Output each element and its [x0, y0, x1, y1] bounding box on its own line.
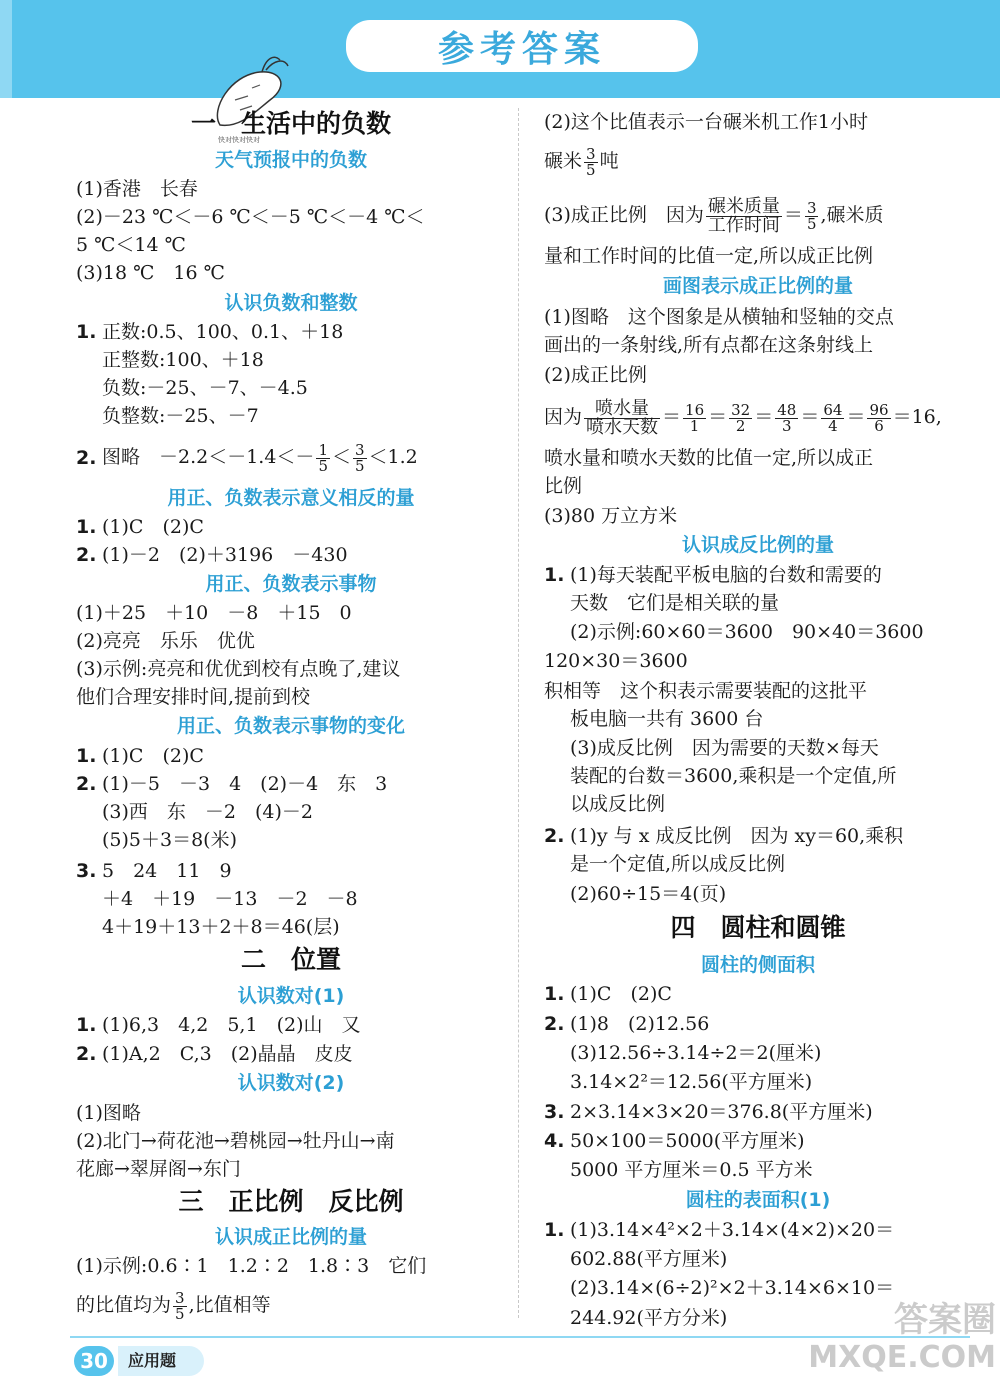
answer-line-fractions: [102, 434, 418, 480]
numerator: 3: [806, 198, 817, 217]
answer-line-fractions: [76, 1282, 271, 1328]
answer-line: 3.14×2²＝12.56(平方厘米): [570, 1071, 813, 1093]
text-run: ＝16,: [892, 406, 942, 428]
fraction: [729, 400, 752, 435]
text-run: ,碾米质: [820, 204, 884, 226]
section-title: 天气预报中的负数: [214, 149, 367, 171]
numerator: 3: [175, 1288, 185, 1307]
text-run: 因为: [544, 406, 583, 428]
section-title: 用正、负数表示事物: [205, 573, 377, 595]
denominator: 4: [828, 416, 838, 435]
question-number: 3.: [76, 860, 97, 882]
page-number: 30: [74, 1346, 114, 1376]
denominator: 5: [806, 214, 817, 233]
chapter-title: 三 正比例 反比例: [178, 1187, 404, 1216]
answer-line: (2)示例:60×60＝3600 90×40＝3600: [570, 621, 924, 643]
answer-line: (2)北门→荷花池→碧桃园→牡丹山→南: [76, 1130, 395, 1152]
answer-line: (2)成正比例: [544, 364, 647, 386]
equals-sign: ＝: [708, 406, 728, 428]
section-title: 用正、负数表示意义相反的量: [167, 487, 415, 509]
answer-line: 是一个定值,所以成反比例: [570, 853, 786, 875]
answer-line: (1)示例:0.6∶1 1.2∶2 1.8∶3 它们: [76, 1255, 427, 1277]
answer-line-fractions: [544, 394, 942, 440]
answer-line: 装配的台数＝3600,乘积是一个定值,所: [570, 765, 897, 787]
watermark-line: 答案圈: [894, 1300, 996, 1340]
question-number: 2.: [76, 544, 97, 566]
answer-line: (2)这个比值表示一台碾米机工作1小时: [544, 111, 869, 133]
text-run: ＜1.2: [368, 446, 418, 468]
chapter-title: 四 圆柱和圆锥: [670, 913, 846, 942]
carrot-caption: 快对快对快对: [218, 136, 260, 144]
fraction: [821, 400, 844, 435]
answer-line: 5 ℃＜14 ℃: [76, 234, 186, 256]
answer-line: 负数:－25、－7、－4.5: [102, 377, 308, 399]
question-number: 2.: [76, 447, 97, 469]
answer-line: (1)香港 长春: [76, 178, 198, 200]
denominator: 5: [355, 456, 365, 475]
answer-line-fractions: [544, 138, 619, 184]
answer-line: (1)6,3 4,2 5,1 (2)山 又: [102, 1014, 361, 1036]
answer-line: 喷水量和喷水天数的比值一定,所以成正: [544, 447, 874, 469]
answer-line: (2)亮亮 乐乐 优优: [76, 630, 255, 652]
answer-line: 积相等 这个积表示需要装配的这批平: [544, 680, 868, 702]
denominator: 5: [318, 456, 328, 475]
answer-line: (3)80 万立方米: [544, 505, 678, 527]
question-number: 2.: [76, 773, 97, 795]
answer-line: 244.92(平方分米): [570, 1307, 728, 1329]
answer-line: (1)图略 这个图象是从横轴和竖轴的交点: [544, 306, 894, 328]
answer-line: 50×100＝5000(平方厘米): [570, 1130, 805, 1152]
answer-line: (1)＋25 ＋10 －8 ＋15 0: [76, 602, 352, 624]
numerator: 喷水量: [584, 400, 660, 419]
answer-line: 比例: [544, 475, 583, 497]
numerator: 碾米质量: [707, 195, 780, 217]
section-title: 圆柱的表面积(1): [685, 1189, 831, 1211]
fraction: [584, 144, 598, 179]
text-run: (3)成正比例 因为: [544, 204, 704, 226]
denominator: 1: [689, 416, 700, 435]
answer-line: 602.88(平方厘米): [570, 1248, 728, 1270]
chapter-title: 二 位置: [240, 945, 341, 974]
equals-sign: ＝: [754, 406, 774, 428]
question-number: 1.: [544, 1219, 565, 1241]
section-title: 认识数对(2): [237, 1072, 345, 1094]
denominator: 3: [782, 416, 792, 435]
answer-line: (1)图略: [76, 1102, 141, 1124]
fraction: [353, 440, 367, 475]
answer-line: 120×30＝3600: [544, 650, 688, 672]
denominator: 喷水天数: [586, 416, 659, 438]
text-run: 碾米: [544, 150, 583, 172]
fraction: [316, 440, 330, 475]
watermark-line: MXQE.COM: [808, 1340, 996, 1375]
section-title: 认识成正比例的量: [214, 1226, 367, 1248]
chapter-title: 一 生活中的负数: [190, 109, 391, 138]
numerator: 96: [869, 400, 889, 419]
answer-line-fractions: [544, 192, 884, 238]
answer-line: (1)8 (2)12.56: [570, 1013, 710, 1035]
answer-line: 量和工作时间的比值一定,所以成正比例: [544, 245, 874, 267]
answer-line: 以成反比例: [570, 793, 666, 815]
numerator: 32: [731, 400, 751, 419]
answer-line: (3)成反比例 因为需要的天数×每天: [570, 737, 879, 759]
answer-line: 4＋19＋13＋2＋8＝46(层): [102, 916, 340, 938]
equals-sign: ＝: [800, 406, 820, 428]
numerator: 64: [823, 400, 843, 419]
answer-line: 5 24 11 9: [102, 860, 232, 882]
answer-line: (1)－5 －3 4 (2)－4 东 3: [102, 773, 388, 795]
numerator: 48: [777, 400, 797, 419]
question-number: 1.: [76, 321, 97, 343]
answer-line: 板电脑一共有 3600 台: [570, 708, 764, 730]
denominator: 5: [175, 1304, 185, 1323]
answer-line: 负整数:－25、－7: [102, 405, 259, 427]
text-run: 图略 －2.2＜－1.4＜－: [102, 446, 315, 468]
answer-line: (1)每天装配平板电脑的台数和需要的: [570, 564, 882, 586]
text-run: ＝: [783, 204, 803, 226]
question-number: 1.: [76, 745, 97, 767]
answer-line: 花廊→翠屏阁→东门: [76, 1158, 241, 1180]
answer-line: 画出的一条射线,所有点都在这条射线上: [544, 334, 874, 356]
question-number: 2.: [76, 1043, 97, 1065]
fraction: [173, 1288, 187, 1323]
section-title: 认识负数和整数: [224, 292, 358, 314]
section-title: 圆柱的侧面积: [700, 954, 815, 976]
answer-line: 天数 它们是相关联的量: [570, 592, 780, 614]
numerator: 3: [586, 144, 596, 163]
fraction: [867, 400, 890, 435]
question-number: 4.: [544, 1130, 565, 1152]
numerator: 1: [318, 440, 328, 459]
answer-line: (2)60÷15＝4(页): [570, 883, 727, 905]
answer-line: 2×3.14×3×20＝376.8(平方厘米): [570, 1101, 873, 1123]
numerator: 3: [355, 440, 365, 459]
title-pill: [346, 20, 698, 72]
denominator: 工作时间: [707, 214, 780, 236]
text-run: 的比值均为: [76, 1294, 172, 1316]
answer-line: (2)－23 ℃＜－6 ℃＜－5 ℃＜－4 ℃＜: [76, 206, 425, 228]
banner-edge: [0, 0, 12, 98]
fraction: [706, 195, 782, 236]
question-number: 1.: [76, 1014, 97, 1036]
numerator: 16: [685, 400, 705, 419]
answer-line: 正数:0.5、100、0.1、＋18: [102, 321, 344, 343]
answer-line: (1)y 与 x 成反比例 因为 xy＝60,乘积: [570, 825, 904, 847]
section-title: 画图表示成正比例的量: [662, 275, 853, 297]
question-number: 1.: [544, 983, 565, 1005]
answer-line: (1)C (2)C: [102, 516, 204, 538]
section-title: 认识成反比例的量: [681, 534, 834, 556]
page-title: 参考答案: [437, 28, 606, 70]
denominator: 2: [735, 416, 746, 435]
fraction: [805, 198, 819, 233]
watermark: [760, 1300, 996, 1382]
question-number: 1.: [544, 564, 565, 586]
answer-line: (1)3.14×4²×2＋3.14×(4×2)×20＝: [570, 1219, 895, 1241]
fraction: [584, 397, 660, 438]
equals-sign: ＝: [662, 406, 682, 428]
question-number: 3.: [544, 1101, 565, 1123]
answer-line: (1)A,2 C,3 (2)晶晶 皮皮: [102, 1043, 353, 1065]
fraction: [683, 400, 706, 435]
answer-line: (2)3.14×(6÷2)²×2＋3.14×6×10＝: [570, 1277, 895, 1299]
denominator: 6: [874, 416, 884, 435]
question-number: 1.: [76, 516, 97, 538]
equals-sign: ＝: [846, 406, 866, 428]
answer-line: 他们合理安排时间,提前到校: [76, 686, 311, 708]
footer-label: 应用题: [118, 1346, 204, 1376]
answer-line: (3)12.56÷3.14÷2＝2(厘米): [570, 1042, 822, 1064]
text-run: 吨: [599, 150, 619, 172]
column-divider: [518, 108, 519, 1318]
text-run: ,比值相等: [188, 1294, 271, 1316]
text-run: ＜: [331, 446, 351, 468]
question-number: 2.: [544, 825, 565, 847]
answer-line: ＋4 ＋19 －13 －2 －8: [102, 888, 358, 910]
fraction: [775, 400, 798, 435]
answer-line: (3)18 ℃ 16 ℃: [76, 262, 225, 284]
answer-line: (1)－2 (2)＋3196 －430: [102, 544, 348, 566]
section-title: 认识数对(1): [237, 985, 345, 1007]
denominator: 5: [586, 160, 596, 179]
answer-line: (1)C (2)C: [102, 745, 204, 767]
answer-line: 5000 平方厘米＝0.5 平方米: [570, 1159, 813, 1181]
section-title: 用正、负数表示事物的变化: [176, 715, 405, 737]
answer-line: (5)5＋3＝8(米): [102, 829, 238, 851]
answer-line: 正整数:100、＋18: [102, 349, 264, 371]
answer-line: (3)西 东 －2 (4)－2: [102, 801, 314, 823]
answer-line: (3)示例:亮亮和优优到校有点晚了,建议: [76, 658, 401, 680]
answer-line: (1)C (2)C: [570, 983, 672, 1005]
question-number: 2.: [544, 1013, 565, 1035]
